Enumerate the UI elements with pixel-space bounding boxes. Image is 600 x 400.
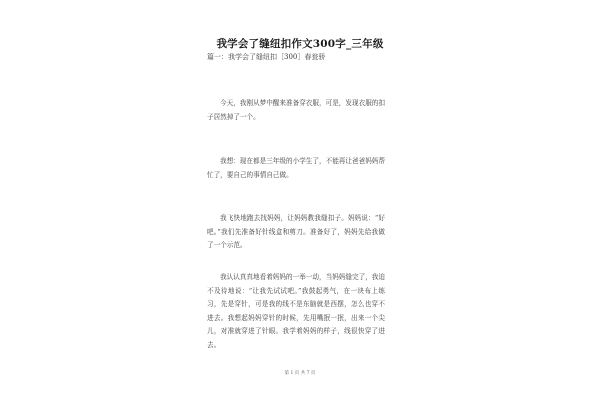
paragraph: 我想：现在都是三年级的小学生了，不能再让爸爸妈妈帮忙了，要自己的事情自己做。 [207, 157, 385, 179]
page-number: 第 1 页 共 7 页 [284, 371, 316, 376]
paragraph: 我认认真真地看着妈妈的一举一动，当妈妈缝完了，我迫不及待地说：“让我先试试吧。”我鼓起勇气，在一块布上练习，先是穿针，可是我的线不是东脑就是西摆，怎么也穿不进去。我想起妈妈穿针的时候，先用嘴抿一抿，出来一个尖儿，对准就穿进了针眼。我学着妈妈的样子，线很快穿了进去。 [207, 273, 385, 349]
document-title: 我学会了缝纽扣作文300字_三年级 [216, 38, 384, 50]
document-subtitle: 篇一：我学会了缝纽扣［300］春瓮骄 [207, 53, 326, 61]
paragraph: 今天，我刚从梦中醒来准备穿衣服，可是，发现衣服的扣子居然掉了一个。 [207, 99, 385, 121]
paragraph: 我飞快地跑去找妈妈，让妈妈教我缝扣子。妈妈说：“好吧。”我们先准备好针线盒和剪刀。准备好了，妈妈先给我做了一个示范。 [207, 214, 385, 249]
